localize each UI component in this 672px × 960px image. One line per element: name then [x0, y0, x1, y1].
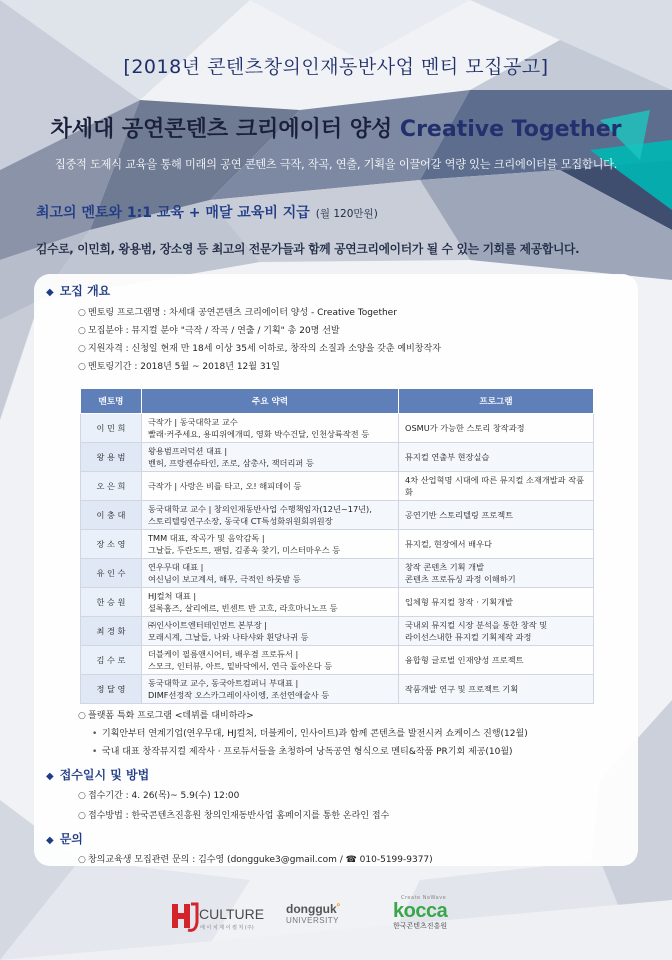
mentor-program — [399, 675, 594, 704]
dongguk-logo — [286, 902, 341, 925]
notice-title: [2018년 콘텐츠창의인재동반사업 멘티 모집공고] — [123, 56, 549, 78]
headline-text: 최고의 멘토와 1:1 교육 + 매달 교육비 지급 — [36, 205, 310, 221]
circle-bullet-icon: ○ — [78, 362, 86, 372]
dongguk-main: dongguk — [286, 902, 337, 916]
table-row — [81, 617, 594, 646]
bio-line: 왕용범프러덕션 대표 | — [148, 446, 228, 456]
bio-line: 모래시계, 그날들, 나와 나타샤와 흰당나귀 등 — [148, 632, 309, 642]
bio-line: 셜록홈즈, 살리에르, 빈센트 반 고흐, 라흐마니노프 등 — [148, 603, 338, 613]
table-row — [81, 443, 594, 472]
circle-bullet-icon: ○ — [78, 811, 86, 821]
mentor-program — [399, 530, 594, 559]
platform-bullet — [92, 744, 513, 757]
recruit-heading — [46, 282, 110, 299]
platform-bullet-text: 국내 대표 창작뮤지컬 제작사 · 프로듀서들을 초청하여 낭독공연 형식으로 멘티&작품 PR기회 제공(10월) — [102, 747, 513, 757]
recruit-item-text: 모집분야 : 뮤지컬 분야 "극작 / 작곡 / 연출 / 기획" 총 20명 선발 — [88, 326, 340, 336]
hj-logo-sub: 에 이 치 제 이 컬 처 (주) — [200, 925, 254, 931]
bio-line: 그날들, 두란도트, 팬텀, 김종욱 찾기, 미스터마우스 등 — [148, 545, 341, 555]
bio-line: 동국대학교 교수, 동국아트컴퍼니 부대표 | — [148, 678, 299, 688]
apply-heading — [46, 766, 149, 783]
bio-line: 벤허, 프랑켄슈타인, 조로, 삼총사, 잭더리퍼 등 — [148, 458, 314, 468]
bio-line: ㈜인사이트엔터테인먼트 본부장 | — [148, 620, 267, 630]
dongguk-swoosh-icon: ˚ — [336, 902, 341, 916]
bio-line: 여신님이 보고계셔, 해무, 극적인 하룻밤 등 — [148, 574, 301, 584]
headline-note: (월 120만원) — [315, 208, 378, 220]
mentor-bio — [142, 443, 399, 472]
hj-logo-text: CULTURE — [199, 906, 265, 922]
apply-item — [78, 788, 239, 801]
kocca-tagline: Create NeWave — [401, 895, 447, 901]
program-line: 뮤지컬, 현장에서 배우다 — [405, 539, 492, 549]
mentor-program — [399, 472, 594, 501]
program-line: 공연기반 스토리텔링 프로젝트 — [405, 510, 514, 520]
kocca-logo — [393, 895, 447, 931]
contact-item — [78, 852, 433, 865]
header-bio: 주요 약력 — [142, 389, 399, 414]
bio-line: 더블케이 필름앤시어터, 배우겸 프로듀서 | — [148, 649, 299, 659]
contact-heading — [46, 830, 83, 847]
mentor-program — [399, 588, 594, 617]
main-title-english: Creative Together — [399, 117, 622, 142]
platform-title-text: 플랫폼 특화 프로그램 <데뷔를 대비하라> — [88, 711, 254, 721]
recruit-heading-text: 모집 개요 — [59, 284, 111, 298]
platform-bullet-text: 기획안부터 연계기업(연우무대, HJ컬처, 더블케이, 인사이트)과 함께 콘텐츠를 발전시켜 쇼케이스 진행(12월) — [102, 729, 528, 739]
recruit-item — [78, 323, 340, 336]
recruit-item — [78, 305, 397, 318]
bio-line: 동국대학교 교수 | 창의인재동반사업 수행책임자(12년~17년), — [148, 504, 372, 514]
hj-culture-logo — [170, 900, 270, 938]
mentor-program — [399, 414, 594, 443]
table-row — [81, 530, 594, 559]
recruit-item-text: 멘토링 프로그램명 : 차세대 공연콘텐츠 크리에이터 양성 - Creative Together — [88, 308, 397, 318]
mentor-name: 최 경 화 — [81, 617, 142, 646]
diamond-icon: ◆ — [46, 835, 54, 846]
mentor-program — [399, 443, 594, 472]
mentor-name: 한 승 원 — [81, 588, 142, 617]
mentor-table — [80, 388, 594, 704]
kocca-logo-sub: 한국콘텐츠진흥원 — [393, 922, 448, 930]
mentor-bio — [142, 646, 399, 675]
circle-bullet-icon: ○ — [78, 855, 86, 865]
recruit-item-text: 지원자격 : 신청일 현재 만 18세 이상 35세 이하로, 창작의 소질과 소양을 갖춘 예비창작자 — [88, 344, 441, 354]
circle-bullet-icon: ○ — [78, 711, 86, 721]
program-line: 4차 산업혁명 시대에 따른 뮤지컬 소재개발과 작품화 — [405, 475, 585, 497]
program-line: OSMU가 가능한 스토리 창작과정 — [405, 423, 525, 433]
bio-line: 극작가 | 사랑은 비를 타고, 오! 해피데이 등 — [148, 481, 302, 491]
kocca-logo-text: kocca — [393, 900, 448, 922]
table-row — [81, 559, 594, 588]
dongguk-logo-text — [286, 902, 341, 916]
circle-bullet-icon: ○ — [78, 344, 86, 354]
main-title-korean: 차세대 공연콘텐츠 크리에이터 양성 — [50, 117, 400, 142]
dongguk-logo-sub: UNIVERSITY — [286, 916, 340, 925]
mentor-bio — [142, 472, 399, 501]
apply-item-text: 접수방법 : 한국콘텐츠진흥원 창의인재동반사업 홈페이지를 통한 온라인 접수 — [88, 811, 390, 821]
contact-text: 창의교육생 모집관련 문의 : 김수영 (dongguke3@gmail.com / ☎ 010-5199-9377) — [88, 855, 433, 865]
contact-heading-text: 문의 — [59, 832, 83, 846]
table-header-row — [81, 389, 594, 414]
bio-line: 연우무대 대표 | — [148, 562, 204, 572]
apply-item-text: 접수기간 : 4. 26(목)~ 5.9(수) 12:00 — [88, 791, 240, 801]
platform-bullet — [92, 726, 528, 739]
header-program: 프로그램 — [399, 389, 594, 414]
mentor-program — [399, 559, 594, 588]
headline — [36, 202, 378, 222]
diamond-icon: ◆ — [46, 771, 54, 782]
bio-line: HJ컬처 대표 | — [148, 591, 197, 601]
recruit-item — [78, 359, 280, 372]
program-line: 콘텐츠 프로듀싱 과정 이해하기 — [405, 574, 516, 584]
bio-line: TMM 대표, 작곡가 및 음악감독 | — [148, 533, 265, 543]
header-mentor: 멘토명 — [81, 389, 142, 414]
dot-bullet-icon: • — [92, 729, 98, 739]
mentor-name: 왕 용 범 — [81, 443, 142, 472]
program-line: 작품개발 연구 및 프로젝트 기획 — [405, 684, 519, 694]
bio-line: 빨래·커주세요, 용띠위에개띠, 영화 박수건달, 인천상륙작전 등 — [148, 429, 370, 439]
mentor-name: 이 민 희 — [81, 414, 142, 443]
table-row — [81, 588, 594, 617]
table-row — [81, 646, 594, 675]
apply-item — [78, 808, 389, 821]
mentor-name: 정 달 영 — [81, 675, 142, 704]
table-row — [81, 675, 594, 704]
table-row — [81, 472, 594, 501]
subline: 김수로, 이민희, 왕용범, 장소영 등 최고의 전문가들과 함께 공연크리에이터가 될 수 있는 기회를 제공합니다. — [36, 242, 580, 256]
bio-line: 스모크, 인터뷰, 아트, 밑바닥에서, 연극 돌아온다 등 — [148, 661, 333, 671]
bio-line: 스토리텔링연구소장, 동국대 CT특성화위원회위원장 — [148, 516, 333, 526]
program-line: 뮤지컬 연출부 현장실습 — [405, 452, 490, 462]
dot-bullet-icon: • — [92, 747, 98, 757]
mentor-name: 유 인 수 — [81, 559, 142, 588]
platform-title — [78, 708, 254, 721]
mentor-program — [399, 617, 594, 646]
program-line: 창작 콘텐츠 기획 개발 — [405, 562, 484, 572]
mentor-program — [399, 501, 594, 530]
recruit-item — [78, 341, 441, 354]
mentor-bio — [142, 530, 399, 559]
table-row — [81, 414, 594, 443]
circle-bullet-icon: ○ — [78, 326, 86, 336]
program-line: 국내외 뮤지컬 시장 분석을 통한 창작 및 — [405, 620, 548, 630]
table-row — [81, 501, 594, 530]
mentor-bio — [142, 675, 399, 704]
mentor-bio — [142, 501, 399, 530]
program-line: 라이선스내한 뮤지컬 기획제작 과정 — [405, 632, 532, 642]
mentor-bio — [142, 414, 399, 443]
circle-bullet-icon: ○ — [78, 308, 86, 318]
mentor-name: 김 수 로 — [81, 646, 142, 675]
bio-line: 극작가 | 동국대학교 교수 — [148, 417, 238, 427]
program-line: 입체형 뮤지컬 창작 · 기획개발 — [405, 597, 513, 607]
mentor-program — [399, 646, 594, 675]
mentor-bio — [142, 617, 399, 646]
circle-bullet-icon: ○ — [78, 791, 86, 801]
diamond-icon: ◆ — [46, 287, 54, 298]
mentor-name: 이 충 대 — [81, 501, 142, 530]
recruit-item-text: 멘토링기간 : 2018년 5월 ~ 2018년 12월 31일 — [88, 362, 280, 372]
program-line: 융합형 글로벌 인재양성 프로젝트 — [405, 655, 524, 665]
bio-line: DIMF선정작 오스카그레이사이엥, 조선연애술사 등 — [148, 690, 330, 700]
main-title — [0, 112, 672, 143]
mentor-bio — [142, 559, 399, 588]
mentor-name: 오 은 희 — [81, 472, 142, 501]
mentor-bio — [142, 588, 399, 617]
apply-heading-text: 접수일시 및 방법 — [59, 768, 150, 782]
intro-text: 집중적 도제식 교육을 통해 미래의 공연 콘텐츠 극작, 작곡, 연출, 기획을 이끌어갈 역량 있는 크리에이터를 모집합니다. — [54, 158, 618, 171]
mentor-name: 장 소 영 — [81, 530, 142, 559]
